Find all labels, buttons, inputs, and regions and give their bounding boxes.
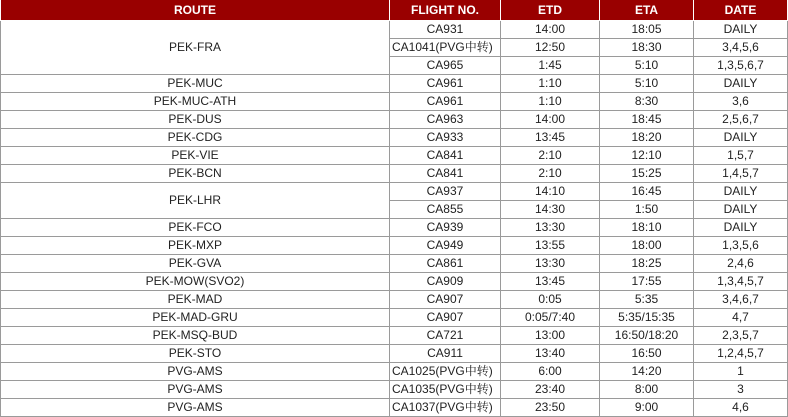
date-cell: 3,4,5,6 (694, 39, 788, 57)
date-cell: 1,3,5,6 (694, 237, 788, 255)
route-cell: PEK-DUS (1, 111, 390, 129)
date-cell: 1,2,4,5,7 (694, 345, 788, 363)
eta-cell: 12:10 (600, 147, 694, 165)
etd-cell: 1:10 (501, 75, 600, 93)
column-header-eta: ETA (600, 0, 694, 21)
date-cell: 3,4,6,7 (694, 291, 788, 309)
route-cell: PEK-BCN (1, 165, 390, 183)
flight-no-cell: CA939 (390, 219, 501, 237)
eta-cell: 17:55 (600, 273, 694, 291)
date-cell: DAILY (694, 219, 788, 237)
route-cell: PEK-GVA (1, 255, 390, 273)
flight-no-cell: CA1035(PVG中转) (390, 381, 501, 399)
flight-no-cell: CA907 (390, 291, 501, 309)
date-cell: DAILY (694, 183, 788, 201)
column-header-date: DATE (694, 0, 788, 21)
table-body (1, 21, 788, 417)
date-cell: 1 (694, 363, 788, 381)
flight-no-cell: CA855 (390, 201, 501, 219)
table-row (1, 147, 788, 165)
eta-cell: 8:30 (600, 93, 694, 111)
table-row (1, 237, 788, 255)
eta-cell: 16:50 (600, 345, 694, 363)
date-cell: DAILY (694, 75, 788, 93)
route-cell: PEK-FCO (1, 219, 390, 237)
date-cell: 1,5,7 (694, 147, 788, 165)
etd-cell: 13:40 (501, 345, 600, 363)
table-row (1, 381, 788, 399)
table-row (1, 219, 788, 237)
date-cell: DAILY (694, 201, 788, 219)
route-cell: PEK-MUC-ATH (1, 93, 390, 111)
eta-cell: 18:25 (600, 255, 694, 273)
date-cell: 2,3,5,7 (694, 327, 788, 345)
etd-cell: 14:00 (501, 111, 600, 129)
etd-cell: 14:00 (501, 21, 600, 39)
table-row (1, 129, 788, 147)
etd-cell: 2:10 (501, 165, 600, 183)
flight-no-cell: CA1041(PVG中转) (390, 39, 501, 57)
eta-cell: 14:20 (600, 363, 694, 381)
etd-cell: 14:30 (501, 201, 600, 219)
flight-no-cell: CA909 (390, 273, 501, 291)
route-cell: PEK-CDG (1, 129, 390, 147)
eta-cell: 9:00 (600, 399, 694, 417)
eta-cell: 18:10 (600, 219, 694, 237)
date-cell: 1,3,5,6,7 (694, 57, 788, 75)
etd-cell: 1:45 (501, 57, 600, 75)
etd-cell: 13:55 (501, 237, 600, 255)
route-cell: PVG-AMS (1, 381, 390, 399)
date-cell: 1,4,5,7 (694, 165, 788, 183)
flight-no-cell: CA1025(PVG中转) (390, 363, 501, 381)
date-cell: 4,7 (694, 309, 788, 327)
route-cell: PEK-STO (1, 345, 390, 363)
eta-cell: 5:35 (600, 291, 694, 309)
etd-cell: 23:50 (501, 399, 600, 417)
etd-cell: 2:10 (501, 147, 600, 165)
flight-no-cell: CA949 (390, 237, 501, 255)
table-header (1, 0, 788, 21)
flight-no-cell: CA841 (390, 147, 501, 165)
route-cell: PEK-MSQ-BUD (1, 327, 390, 345)
table-row (1, 93, 788, 111)
etd-cell: 1:10 (501, 93, 600, 111)
column-header-route: ROUTE (1, 0, 390, 21)
eta-cell: 5:10 (600, 75, 694, 93)
table-row (1, 21, 788, 39)
etd-cell: 13:00 (501, 327, 600, 345)
table-row (1, 255, 788, 273)
table-row (1, 273, 788, 291)
flight-no-cell: CA721 (390, 327, 501, 345)
date-cell: 2,5,6,7 (694, 111, 788, 129)
route-cell: PEK-LHR (1, 183, 390, 219)
flight-no-cell: CA841 (390, 165, 501, 183)
eta-cell: 15:25 (600, 165, 694, 183)
flight-no-cell: CA931 (390, 21, 501, 39)
flight-no-cell: CA1037(PVG中转) (390, 399, 501, 417)
route-cell: PEK-MXP (1, 237, 390, 255)
flight-no-cell: CA963 (390, 111, 501, 129)
date-cell: 3 (694, 381, 788, 399)
table-row (1, 75, 788, 93)
table-row (1, 165, 788, 183)
etd-cell: 13:45 (501, 273, 600, 291)
flight-no-cell: CA965 (390, 57, 501, 75)
etd-cell: 0:05/7:40 (501, 309, 600, 327)
eta-cell: 16:45 (600, 183, 694, 201)
table-row (1, 327, 788, 345)
column-header-etd: ETD (501, 0, 600, 21)
flight-no-cell: CA907 (390, 309, 501, 327)
route-cell: PEK-MUC (1, 75, 390, 93)
eta-cell: 16:50/18:20 (600, 327, 694, 345)
date-cell: 4,6 (694, 399, 788, 417)
route-cell: PEK-MOW(SVO2) (1, 273, 390, 291)
date-cell: DAILY (694, 129, 788, 147)
route-cell: PEK-FRA (1, 21, 390, 75)
date-cell: 3,6 (694, 93, 788, 111)
flight-no-cell: CA961 (390, 93, 501, 111)
eta-cell: 18:45 (600, 111, 694, 129)
eta-cell: 5:10 (600, 57, 694, 75)
date-cell: 2,4,6 (694, 255, 788, 273)
route-cell: PEK-VIE (1, 147, 390, 165)
etd-cell: 13:30 (501, 255, 600, 273)
flight-no-cell: CA933 (390, 129, 501, 147)
flight-no-cell: CA911 (390, 345, 501, 363)
table-row (1, 309, 788, 327)
route-cell: PEK-MAD (1, 291, 390, 309)
flight-no-cell: CA937 (390, 183, 501, 201)
flight-no-cell: CA961 (390, 75, 501, 93)
eta-cell: 18:05 (600, 21, 694, 39)
header-row (1, 0, 788, 21)
etd-cell: 13:30 (501, 219, 600, 237)
etd-cell: 0:05 (501, 291, 600, 309)
eta-cell: 18:30 (600, 39, 694, 57)
etd-cell: 14:10 (501, 183, 600, 201)
route-cell: PEK-MAD-GRU (1, 309, 390, 327)
eta-cell: 8:00 (600, 381, 694, 399)
eta-cell: 1:50 (600, 201, 694, 219)
etd-cell: 13:45 (501, 129, 600, 147)
route-cell: PVG-AMS (1, 363, 390, 381)
table-row (1, 345, 788, 363)
table-row (1, 291, 788, 309)
column-header-flight-no: FLIGHT NO. (390, 0, 501, 21)
flight-no-cell: CA861 (390, 255, 501, 273)
eta-cell: 5:35/15:35 (600, 309, 694, 327)
route-cell: PVG-AMS (1, 399, 390, 417)
table-row (1, 363, 788, 381)
table-row (1, 111, 788, 129)
etd-cell: 12:50 (501, 39, 600, 57)
eta-cell: 18:00 (600, 237, 694, 255)
eta-cell: 18:20 (600, 129, 694, 147)
date-cell: DAILY (694, 21, 788, 39)
date-cell: 1,3,4,5,7 (694, 273, 788, 291)
etd-cell: 6:00 (501, 363, 600, 381)
table-row (1, 183, 788, 201)
etd-cell: 23:40 (501, 381, 600, 399)
